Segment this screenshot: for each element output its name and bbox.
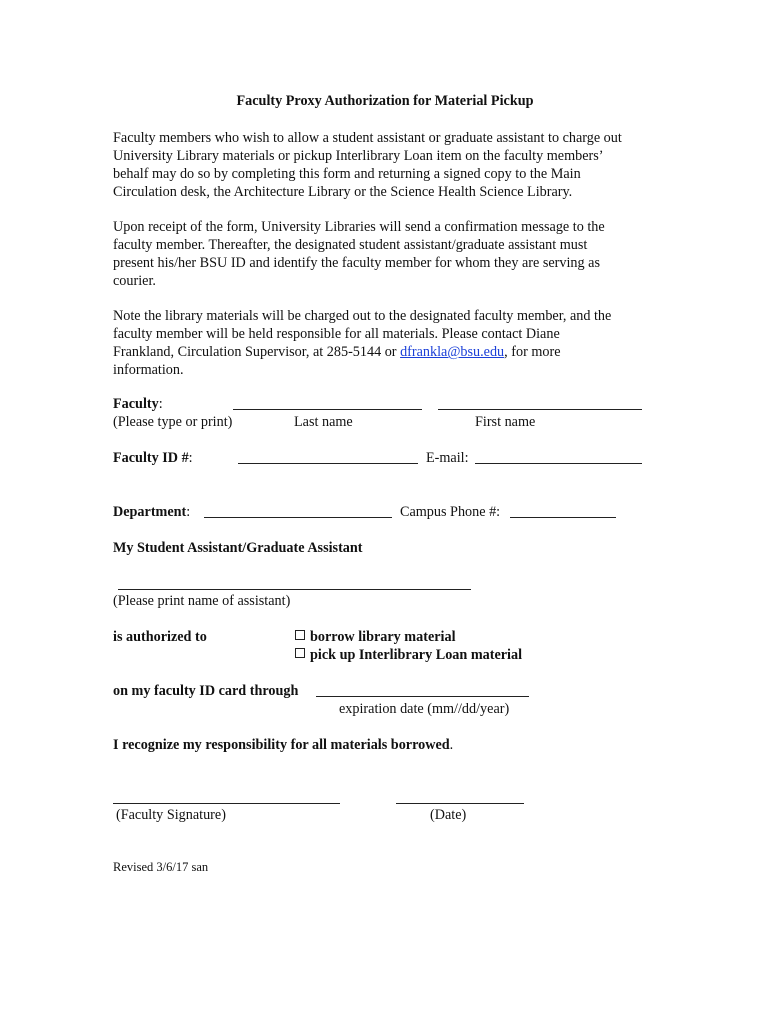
borrow-checkbox[interactable] xyxy=(295,630,305,640)
last-name-caption: Last name xyxy=(294,414,353,430)
email-line[interactable] xyxy=(475,463,642,464)
responsibility-statement: I recognize my responsibility for all materials borrowed. xyxy=(113,737,454,753)
assistant-name-line[interactable] xyxy=(118,589,471,590)
faculty-id-line[interactable] xyxy=(238,463,418,464)
signature-caption: (Faculty Signature) xyxy=(116,807,226,823)
option-pickup-label: pick up Interlibrary Loan material xyxy=(310,647,523,663)
signature-line[interactable] xyxy=(113,803,340,804)
expiration-date-line[interactable] xyxy=(316,696,529,697)
option-pickup[interactable] xyxy=(295,647,522,664)
authorized-label: is authorized to xyxy=(113,629,207,645)
assistant-heading: My Student Assistant/Graduate Assistant xyxy=(113,540,363,556)
intro-paragraph xyxy=(113,129,673,201)
confirmation-line-1: Upon receipt of the form, University Libraries will send a confirmation message to the xyxy=(113,219,605,235)
note-line-1: Note the library materials will be charged out to the designated faculty member, and the xyxy=(113,308,612,324)
department-line[interactable] xyxy=(204,517,392,518)
faculty-id-label: Faculty ID #: xyxy=(113,450,193,466)
revision-note: Revised 3/6/17 san xyxy=(113,860,209,874)
note-paragraph xyxy=(113,307,673,379)
intro-line-2: University Library materials or pickup Interlibrary Loan item on the faculty members’ xyxy=(113,148,604,164)
first-name-line[interactable] xyxy=(438,409,642,410)
confirmation-line-2: faculty member. Thereafter, the designated student assistant/graduate assistant must xyxy=(113,237,588,253)
email-label: E-mail: xyxy=(426,450,469,466)
id-card-label: on my faculty ID card through xyxy=(113,683,299,699)
date-caption: (Date) xyxy=(430,807,467,823)
intro-line-3: behalf may do so by completing this form and returning a signed copy to the Main xyxy=(113,166,581,182)
assistant-hint: (Please print name of assistant) xyxy=(113,593,291,609)
contact-email-link[interactable]: dfrankla@bsu.edu xyxy=(400,344,505,360)
campus-phone-label: Campus Phone #: xyxy=(400,504,501,520)
department-label: Department: xyxy=(113,504,191,520)
faculty-hint: (Please type or print) xyxy=(113,414,233,430)
confirmation-paragraph xyxy=(113,218,673,290)
option-borrow[interactable] xyxy=(295,629,456,646)
confirmation-line-4: courier. xyxy=(113,273,156,289)
note-line-4: information. xyxy=(113,362,184,378)
note-line-3-text: Frankland, Circulation Supervisor, at 285-5144 or xyxy=(113,344,401,360)
first-name-caption: First name xyxy=(475,414,536,430)
option-borrow-label: borrow library material xyxy=(310,629,456,645)
note-line-3-tail: , for more xyxy=(504,344,561,360)
campus-phone-line[interactable] xyxy=(510,517,616,518)
faculty-label: Faculty: xyxy=(113,396,163,412)
note-line-3 xyxy=(113,343,673,361)
note-line-2: faculty member will be held responsible for all materials. Please contact Diane xyxy=(113,326,560,342)
intro-line-4: Circulation desk, the Architecture Library or the Science Health Science Library. xyxy=(113,184,573,200)
last-name-line[interactable] xyxy=(233,409,422,410)
date-line[interactable] xyxy=(396,803,524,804)
document-title: Faculty Proxy Authorization for Material Pickup xyxy=(236,93,534,109)
confirmation-line-3: present his/her BSU ID and identify the faculty member for whom they are serving as xyxy=(113,255,600,271)
intro-line-1: Faculty members who wish to allow a student assistant or graduate assistant to charge out xyxy=(113,130,622,146)
pickup-checkbox[interactable] xyxy=(295,648,305,658)
expiration-caption: expiration date (mm//dd/year) xyxy=(339,701,510,717)
